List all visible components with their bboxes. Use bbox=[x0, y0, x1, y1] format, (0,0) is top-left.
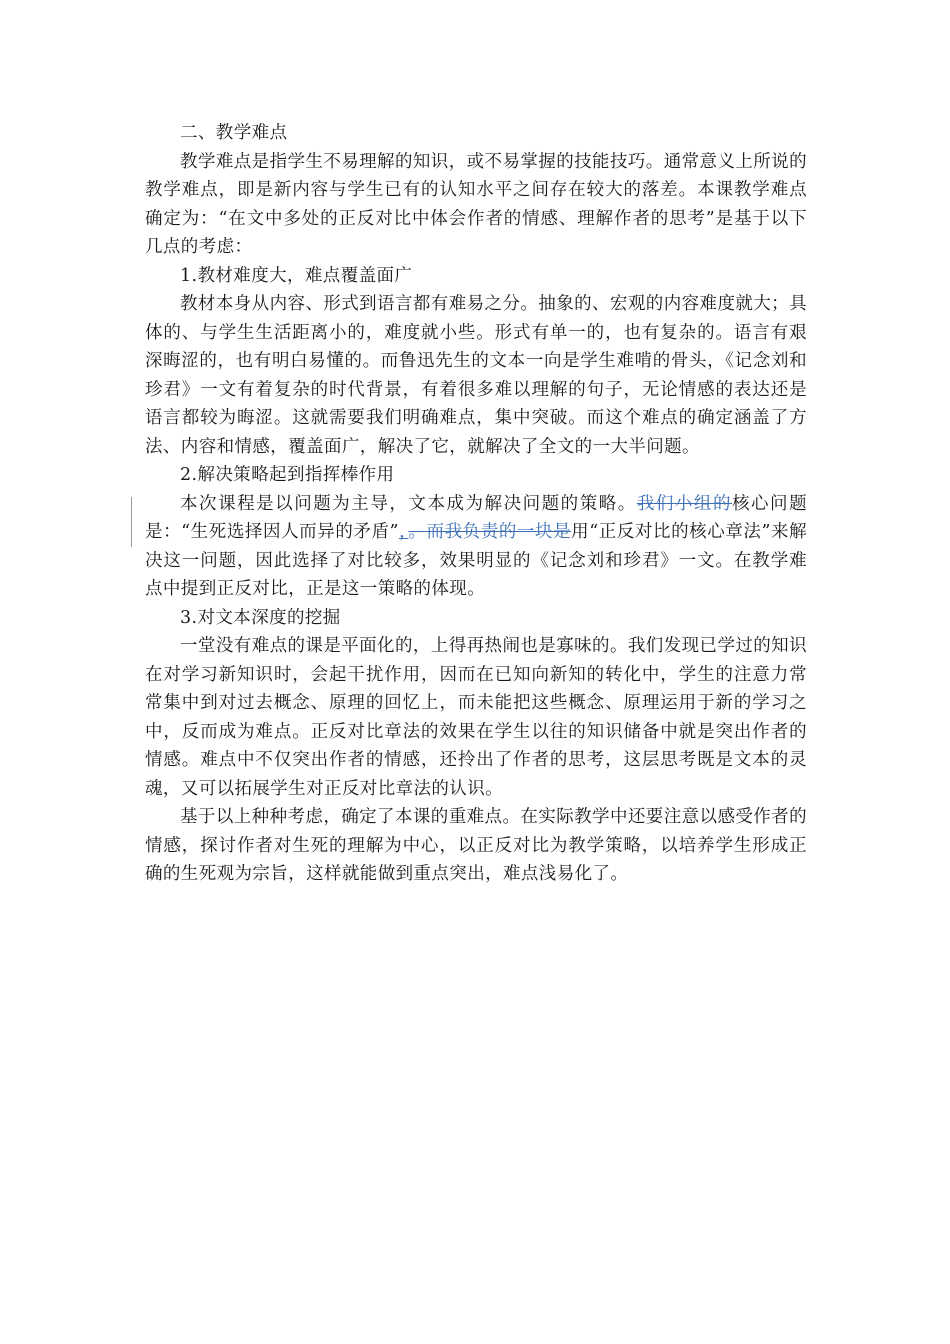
document-body bbox=[145, 119, 807, 889]
tracked-insertion[interactable]: ， bbox=[398, 522, 409, 542]
section-heading: 二、教学难点 bbox=[180, 123, 288, 143]
point3-heading: 3.对文本深度的挖掘 bbox=[180, 607, 341, 628]
tracked-deletion[interactable]: 。而我负责的一块是 bbox=[408, 522, 572, 542]
point2-text-part2: 核心问题是：“生死选择因人而异的矛盾” bbox=[145, 493, 807, 542]
point3-paragraph: 一堂没有难点的课是平面化的，上得再热闹也是寡味的。我们发现已学过的知识在对学习新知识时，会起干扰作用，因而在已知向新知的转化中，学生的注意力常常集中到对过去概念、原理的回忆上，而未能把这些概念、原理运用于新的学习之中，反而成为难点。正反对比章法的效果在学生以往的知识储备中就是突出作者的情感。难点中不仅突出作者的情感，还拎出了作者的思考，这层思考既是文本的灵魂，又可以拓展学生对正反对比章法的认识。 bbox=[145, 636, 807, 799]
point1-heading: 1.教材难度大，难点覆盖面广 bbox=[180, 265, 413, 286]
intro-paragraph: 教学难点是指学生不易理解的知识，或不易掌握的技能技巧。通常意义上所说的教学难点，即是新内容与学生已有的认知水平之间存在较大的落差。本课教学难点确定为：“在文中多处的正反对比中体会作者的情感、理解作者的思考”是基于以下几点的考虑： bbox=[145, 151, 807, 257]
conclusion-paragraph: 基于以上种种考虑，确定了本课的重难点。在实际教学中还要注意以感受作者的情感，探讨作者对生死的理解为中心，以正反对比为教学策略，以培养学生形成正确的生死观为宗旨，这样就能做到重点突出，难点浅易化了。 bbox=[145, 807, 807, 884]
point2-heading: 2.解决策略起到指挥棒作用 bbox=[180, 465, 395, 485]
point2-text-part1: 本次课程是以问题为主导，文本成为解决问题的策略。 bbox=[180, 493, 637, 514]
revision-change-bar bbox=[131, 497, 132, 547]
tracked-deletion[interactable]: 我们小组的 bbox=[636, 493, 732, 514]
point1-paragraph: 教材本身从内容、形式到语言都有难易之分。抽象的、宏观的内容难度就大；具体的、与学生生活距离小的，难度就小些。形式有单一的，也有复杂的。语言有艰深晦涩的，也有明白易懂的。而鲁迅先生的文本一向是学生难啃的骨头，《记念刘和珍君》一文有着复杂的时代背景，有着很多难以理解的句子，无论情感的表达还是语言都较为晦涩。这就需要我们明确难点，集中突破。而这个难点的确定涵盖了方法、内容和情感，覆盖面广，解决了它，就解决了全文的一大半问题。 bbox=[145, 294, 807, 457]
point2-text-part3: 用“正反对比的核心章法”来解决这一问题，因此选择了对比较多，效果明显的《记念刘和珍君》一文。在教学难点中提到正反对比，正是这一策略的体现。 bbox=[145, 522, 807, 599]
point2-paragraph bbox=[145, 490, 807, 604]
